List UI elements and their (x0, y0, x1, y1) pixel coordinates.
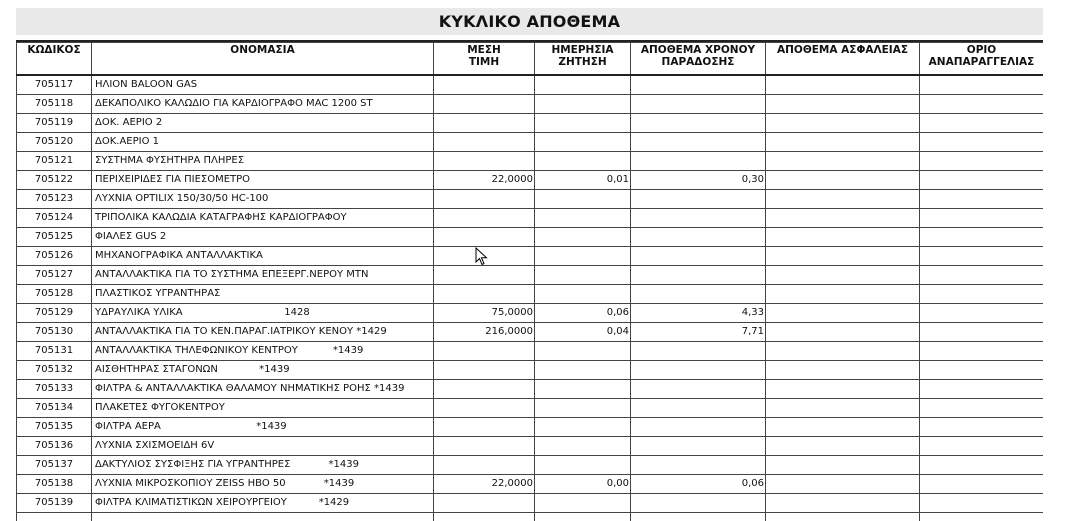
lead-time-stock-cell[interactable] (631, 114, 766, 133)
item-name-cell[interactable]: ΜΗΧΑΝΟΓΡΑΦΙΚΑ ΑΝΤΑΛΛΑΚΤΙΚΑ (92, 247, 434, 266)
safety-stock-cell[interactable] (766, 190, 920, 209)
empty-cell[interactable] (766, 513, 920, 521)
item-code-cell[interactable]: 705117 (17, 75, 92, 95)
col-header-daily-demand[interactable]: ΗΜΕΡΗΣΙΑ ΖΗΤΗΣΗ (535, 43, 631, 76)
item-name-cell[interactable]: ΤΡΙΠΟΛΙΚΑ ΚΑΛΩΔΙΑ ΚΑΤΑΓΡΑΦΗΣ ΚΑΡΔΙΟΓΡΑΦΟΥ (92, 209, 434, 228)
safety-stock-cell[interactable] (766, 437, 920, 456)
table-row[interactable] (17, 133, 1044, 152)
reorder-point-cell[interactable] (920, 266, 1044, 285)
lead-time-stock-cell[interactable] (631, 361, 766, 380)
item-code-cell[interactable]: 705129 (17, 304, 92, 323)
table-row[interactable] (17, 209, 1044, 228)
table-row[interactable] (17, 437, 1044, 456)
avg-price-cell[interactable] (434, 437, 535, 456)
col-header-safety-stock[interactable]: ΑΠΟΘΕΜΑ ΑΣΦΑΛΕΙΑΣ (766, 43, 920, 76)
item-name-cell[interactable]: ΦΙΛΤΡΑ & ΑΝΤΑΛΛΑΚΤΙΚΑ ΘΑΛΑΜΟΥ ΝΗΜΑΤΙΚΗΣ ΡΟΗΣ *1439 (92, 380, 434, 399)
safety-stock-cell[interactable] (766, 361, 920, 380)
lead-time-stock-cell[interactable] (631, 285, 766, 304)
item-name-cell[interactable]: ΑΝΤΑΛΛΑΚΤΙΚΑ ΓΙΑ ΤΟ ΚΕΝ.ΠΑΡΑΓ.ΙΑΤΡΙΚΟΥ ΚΕΝΟΥ *1429 (92, 323, 434, 342)
daily-demand-cell[interactable]: 0,06 (535, 304, 631, 323)
item-name-cell[interactable]: ΑΝΤΑΛΛΑΚΤΙΚΑ ΓΙΑ ΤΟ ΣΥΣΤΗΜΑ ΕΠΕΞΕΡΓ.ΝΕΡΟΥ MTN (92, 266, 434, 285)
daily-demand-cell[interactable] (535, 95, 631, 114)
page-title: ΚΥΚΛΙΚΟ ΑΠΟΘΕΜΑ (16, 8, 1043, 35)
avg-price-cell[interactable] (434, 399, 535, 418)
lead-time-stock-cell[interactable] (631, 418, 766, 437)
col-header-code[interactable]: ΚΩΔΙΚΟΣ (17, 43, 92, 76)
item-code-cell[interactable]: 705118 (17, 95, 92, 114)
col-header-lead-time-stock[interactable]: ΑΠΟΘΕΜΑ ΧΡΟΝΟΥ ΠΑΡΑΔΟΣΗΣ (631, 43, 766, 76)
daily-demand-cell[interactable] (535, 114, 631, 133)
safety-stock-cell[interactable] (766, 114, 920, 133)
reorder-point-cell[interactable] (920, 437, 1044, 456)
item-code-cell[interactable]: 705125 (17, 228, 92, 247)
reorder-point-cell[interactable] (920, 133, 1044, 152)
lead-time-stock-cell[interactable] (631, 209, 766, 228)
lead-time-stock-cell[interactable]: 4,33 (631, 304, 766, 323)
table-row[interactable] (17, 75, 1044, 95)
safety-stock-cell[interactable] (766, 399, 920, 418)
daily-demand-cell[interactable] (535, 380, 631, 399)
safety-stock-cell[interactable] (766, 304, 920, 323)
safety-stock-cell[interactable] (766, 475, 920, 494)
table-row[interactable] (17, 247, 1044, 266)
reorder-point-cell[interactable] (920, 418, 1044, 437)
reorder-point-cell[interactable] (920, 114, 1044, 133)
col-header-reorder-point[interactable]: ΟΡΙΟ ΑΝΑΠΑΡΑΓΓΕΛΙΑΣ (920, 43, 1044, 76)
avg-price-cell[interactable] (434, 285, 535, 304)
safety-stock-cell[interactable] (766, 266, 920, 285)
table-row[interactable] (17, 342, 1044, 361)
avg-price-cell[interactable]: 216,0000 (434, 323, 535, 342)
item-name-cell[interactable]: ΔΟΚ.ΑΕΡΙΟ 1 (92, 133, 434, 152)
avg-price-cell[interactable] (434, 418, 535, 437)
daily-demand-cell[interactable]: 0,00 (535, 475, 631, 494)
reorder-point-cell[interactable] (920, 171, 1044, 190)
item-name-cell[interactable]: ΦΙΑΛΕΣ GUS 2 (92, 228, 434, 247)
avg-price-cell[interactable] (434, 361, 535, 380)
table-row[interactable] (17, 304, 1044, 323)
reorder-point-cell[interactable] (920, 209, 1044, 228)
stock-table (16, 42, 1043, 521)
avg-price-cell[interactable]: 75,0000 (434, 304, 535, 323)
item-name-cell[interactable]: ΗΛΙΟΝ BALOON GAS (92, 75, 434, 95)
avg-price-cell[interactable] (434, 456, 535, 475)
table-row[interactable] (17, 114, 1044, 133)
item-code-cell[interactable]: 705128 (17, 285, 92, 304)
item-code-cell[interactable]: 705133 (17, 380, 92, 399)
daily-demand-cell[interactable] (535, 133, 631, 152)
reorder-point-cell[interactable] (920, 475, 1044, 494)
item-name-cell[interactable]: ΠΕΡΙΧΕΙΡΙΔΕΣ ΓΙΑ ΠΙΕΣΟΜΕΤΡΟ (92, 171, 434, 190)
daily-demand-cell[interactable]: 0,01 (535, 171, 631, 190)
item-code-cell[interactable]: 705127 (17, 266, 92, 285)
table-row[interactable] (17, 475, 1044, 494)
daily-demand-cell[interactable] (535, 456, 631, 475)
item-code-cell[interactable]: 705130 (17, 323, 92, 342)
table-row[interactable] (17, 418, 1044, 437)
safety-stock-cell[interactable] (766, 209, 920, 228)
item-name-cell[interactable]: ΛΥΧΝΙΑ ΣΧΙΣΜΟΕΙΔΗ 6V (92, 437, 434, 456)
item-code-cell[interactable]: 705135 (17, 418, 92, 437)
avg-price-cell[interactable] (434, 133, 535, 152)
avg-price-cell[interactable] (434, 190, 535, 209)
table-row[interactable] (17, 380, 1044, 399)
safety-stock-cell[interactable] (766, 95, 920, 114)
item-name-cell[interactable]: ΠΛΑΣΤΙΚΟΣ ΥΓΡΑΝΤΗΡΑΣ (92, 285, 434, 304)
reorder-point-cell[interactable] (920, 228, 1044, 247)
daily-demand-cell[interactable] (535, 247, 631, 266)
item-code-cell[interactable]: 705139 (17, 494, 92, 513)
reorder-point-cell[interactable] (920, 456, 1044, 475)
table-row[interactable] (17, 171, 1044, 190)
daily-demand-cell[interactable] (535, 228, 631, 247)
safety-stock-cell[interactable] (766, 152, 920, 171)
safety-stock-cell[interactable] (766, 494, 920, 513)
avg-price-cell[interactable] (434, 342, 535, 361)
avg-price-cell[interactable] (434, 75, 535, 95)
item-code-cell[interactable]: 705126 (17, 247, 92, 266)
avg-price-cell[interactable] (434, 494, 535, 513)
lead-time-stock-cell[interactable] (631, 437, 766, 456)
safety-stock-cell[interactable] (766, 247, 920, 266)
empty-cell[interactable] (92, 513, 434, 521)
item-name-cell[interactable]: ΛΥΧΝΙΑ ΜΙΚΡΟΣΚΟΠΙΟΥ ZEISS HBO 50 *1439 (92, 475, 434, 494)
reorder-point-cell[interactable] (920, 190, 1044, 209)
table-row[interactable] (17, 266, 1044, 285)
safety-stock-cell[interactable] (766, 418, 920, 437)
daily-demand-cell[interactable] (535, 437, 631, 456)
empty-cell[interactable] (920, 513, 1044, 521)
reorder-point-cell[interactable] (920, 494, 1044, 513)
avg-price-cell[interactable]: 22,0000 (434, 475, 535, 494)
safety-stock-cell[interactable] (766, 133, 920, 152)
avg-price-cell[interactable] (434, 209, 535, 228)
item-name-cell[interactable]: ΥΔΡΑΥΛΙΚΑ ΥΛΙΚΑ 1428 (92, 304, 434, 323)
item-code-cell[interactable]: 705134 (17, 399, 92, 418)
avg-price-cell[interactable] (434, 152, 535, 171)
reorder-point-cell[interactable] (920, 361, 1044, 380)
safety-stock-cell[interactable] (766, 342, 920, 361)
stock-table-container[interactable] (16, 40, 1043, 521)
item-name-cell[interactable]: ΣΥΣΤΗΜΑ ΦΥΣΗΤΗΡΑ ΠΛΗΡΕΣ (92, 152, 434, 171)
item-code-cell[interactable]: 705119 (17, 114, 92, 133)
lead-time-stock-cell[interactable] (631, 228, 766, 247)
safety-stock-cell[interactable] (766, 380, 920, 399)
reorder-point-cell[interactable] (920, 95, 1044, 114)
empty-cell[interactable] (535, 513, 631, 521)
reorder-point-cell[interactable] (920, 247, 1044, 266)
item-name-cell[interactable]: ΑΝΤΑΛΛΑΚΤΙΚΑ ΤΗΛΕΦΩΝΙΚΟΥ ΚΕΝΤΡΟΥ *1439 (92, 342, 434, 361)
table-row[interactable] (17, 95, 1044, 114)
reorder-point-cell[interactable] (920, 285, 1044, 304)
lead-time-stock-cell[interactable]: 0,06 (631, 475, 766, 494)
safety-stock-cell[interactable] (766, 285, 920, 304)
lead-time-stock-cell[interactable] (631, 456, 766, 475)
item-name-cell[interactable]: ΛΥΧΝΙΑ OPTILIX 150/30/50 HC-100 (92, 190, 434, 209)
daily-demand-cell[interactable] (535, 399, 631, 418)
col-header-name[interactable]: ΟΝΟΜΑΣΙΑ (92, 43, 434, 76)
safety-stock-cell[interactable] (766, 228, 920, 247)
table-row[interactable] (17, 285, 1044, 304)
reorder-point-cell[interactable] (920, 342, 1044, 361)
avg-price-cell[interactable] (434, 228, 535, 247)
safety-stock-cell[interactable] (766, 323, 920, 342)
avg-price-cell[interactable] (434, 266, 535, 285)
reorder-point-cell[interactable] (920, 304, 1044, 323)
item-name-cell[interactable]: ΠΛΑΚΕΤΕΣ ΦΥΓΟΚΕΝΤΡΟΥ (92, 399, 434, 418)
daily-demand-cell[interactable] (535, 494, 631, 513)
avg-price-cell[interactable] (434, 247, 535, 266)
table-row[interactable] (17, 361, 1044, 380)
empty-cell[interactable] (434, 513, 535, 521)
item-code-cell[interactable]: 705124 (17, 209, 92, 228)
lead-time-stock-cell[interactable] (631, 75, 766, 95)
item-name-cell[interactable]: ΑΙΣΘΗΤΗΡΑΣ ΣΤΑΓΟΝΩΝ *1439 (92, 361, 434, 380)
daily-demand-cell[interactable] (535, 190, 631, 209)
col-header-avg-price[interactable]: ΜΕΣΗ ΤΙΜΗ (434, 43, 535, 76)
safety-stock-cell[interactable] (766, 456, 920, 475)
table-body (17, 75, 1044, 521)
reorder-point-cell[interactable] (920, 152, 1044, 171)
safety-stock-cell[interactable] (766, 171, 920, 190)
daily-demand-cell[interactable] (535, 342, 631, 361)
lead-time-stock-cell[interactable] (631, 152, 766, 171)
item-name-cell[interactable]: ΔΕΚΑΠΟΛΙΚΟ ΚΑΛΩΔΙΟ ΓΙΑ ΚΑΡΔΙΟΓΡΑΦΟ MAC 1200 ST (92, 95, 434, 114)
daily-demand-cell[interactable] (535, 209, 631, 228)
lead-time-stock-cell[interactable] (631, 380, 766, 399)
table-row[interactable] (17, 513, 1044, 521)
avg-price-cell[interactable]: 22,0000 (434, 171, 535, 190)
lead-time-stock-cell[interactable] (631, 342, 766, 361)
reorder-point-cell[interactable] (920, 323, 1044, 342)
item-name-cell[interactable]: ΦΙΛΤΡΑ ΚΛΙΜΑΤΙΣΤΙΚΩΝ ΧΕΙΡΟΥΡΓΕΙΟΥ *1429 (92, 494, 434, 513)
item-name-cell[interactable]: ΔΟΚ. ΑΕΡΙΟ 2 (92, 114, 434, 133)
lead-time-stock-cell[interactable] (631, 247, 766, 266)
avg-price-cell[interactable] (434, 95, 535, 114)
reorder-point-cell[interactable] (920, 75, 1044, 95)
item-code-cell[interactable]: 705120 (17, 133, 92, 152)
daily-demand-cell[interactable] (535, 75, 631, 95)
reorder-point-cell[interactable] (920, 399, 1044, 418)
item-code-cell[interactable]: 705132 (17, 361, 92, 380)
empty-cell[interactable] (631, 513, 766, 521)
reorder-point-cell[interactable] (920, 380, 1044, 399)
item-code-cell[interactable]: 705137 (17, 456, 92, 475)
item-code-cell[interactable]: 705136 (17, 437, 92, 456)
item-name-cell[interactable]: ΔΑΚΤΥΛΙΟΣ ΣΥΣΦΙΞΗΣ ΓΙΑ ΥΓΡΑΝΤΗΡΕΣ *1439 (92, 456, 434, 475)
empty-cell[interactable] (17, 513, 92, 521)
lead-time-stock-cell[interactable] (631, 399, 766, 418)
lead-time-stock-cell[interactable] (631, 133, 766, 152)
table-row[interactable] (17, 152, 1044, 171)
item-code-cell[interactable]: 705123 (17, 190, 92, 209)
lead-time-stock-cell[interactable] (631, 95, 766, 114)
daily-demand-cell[interactable] (535, 361, 631, 380)
table-row[interactable] (17, 494, 1044, 513)
daily-demand-cell[interactable] (535, 152, 631, 171)
table-row[interactable] (17, 323, 1044, 342)
daily-demand-cell[interactable] (535, 285, 631, 304)
avg-price-cell[interactable] (434, 114, 535, 133)
daily-demand-cell[interactable] (535, 418, 631, 437)
table-row[interactable] (17, 190, 1044, 209)
lead-time-stock-cell[interactable]: 7,71 (631, 323, 766, 342)
table-row[interactable] (17, 228, 1044, 247)
daily-demand-cell[interactable]: 0,04 (535, 323, 631, 342)
item-code-cell[interactable]: 705138 (17, 475, 92, 494)
item-code-cell[interactable]: 705131 (17, 342, 92, 361)
safety-stock-cell[interactable] (766, 75, 920, 95)
lead-time-stock-cell[interactable] (631, 190, 766, 209)
item-name-cell[interactable]: ΦΙΛΤΡΑ ΑΕΡΑ *1439 (92, 418, 434, 437)
lead-time-stock-cell[interactable] (631, 266, 766, 285)
lead-time-stock-cell[interactable] (631, 494, 766, 513)
avg-price-cell[interactable] (434, 380, 535, 399)
lead-time-stock-cell[interactable]: 0,30 (631, 171, 766, 190)
daily-demand-cell[interactable] (535, 266, 631, 285)
item-code-cell[interactable]: 705121 (17, 152, 92, 171)
table-row[interactable] (17, 399, 1044, 418)
table-row[interactable] (17, 456, 1044, 475)
item-code-cell[interactable]: 705122 (17, 171, 92, 190)
table-header-row (17, 43, 1044, 76)
